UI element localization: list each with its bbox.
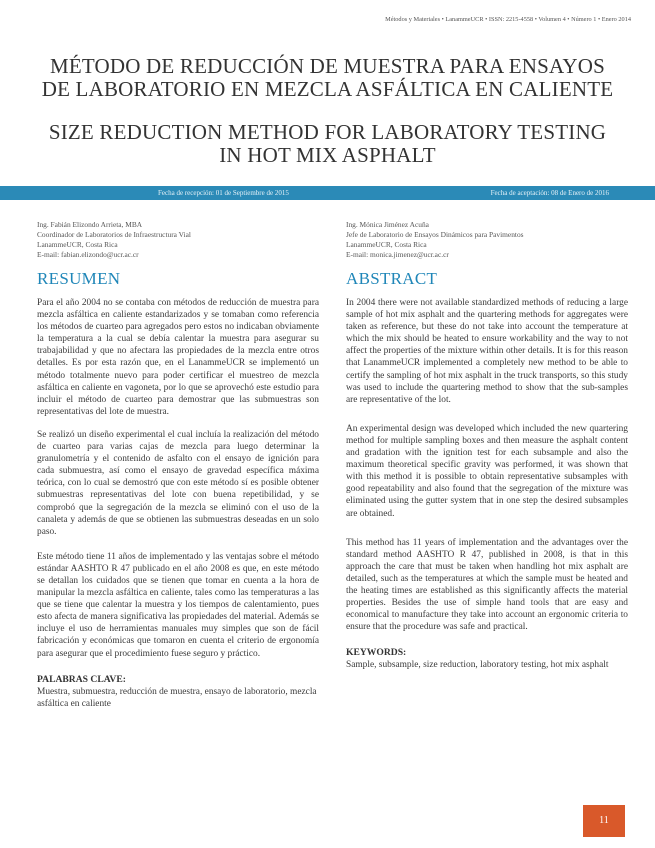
author-email: E-mail: fabian.elizondo@ucr.ac.cr [37, 250, 139, 259]
abstract-heading: ABSTRACT [346, 269, 438, 288]
resumen-paragraph: Para el año 2004 no se contaba con métodos de reducción de muestra para mezcla asfáltica en caliente estandarizados y se tomaban como referencia los métodos de cuarteo para agregados pero estos no indicaban obviamente la temperatura a la cual se debía calentar la muestra para asegurar su trabajabilidad y que no afectara las propiedades de la mezcla entre otros detalles. Es por esta razón que, en el LanammeUCR se implementó un método totalmente nuevo para poder certificar el muestreo de mezcla asfáltica en caliente en vagoneta, por lo que se aprovechó este estudio para incluir el método de cuarteo para demostrar que las submuestras son representativas del lote de muestra. [37, 298, 319, 417]
resumen-paragraph: Este método tiene 11 años de implementado y las ventajas sobre el método estándar AASHTO R 47 publicado en el año 2008 es que, en este método se detallan los cuidados que se tienen que tomar en cuenta a la hora de manipular la mezcla asfáltica en caliente, tales como las temperaturas a las que se tiene que calentar la muestra y los tiempos de calentamiento, pues esto afecta de manera significativa las propiedades del material. Además se incluye el uso de herramientas manuales muy simples que son de fácil fabricación y económicas que tomaron en cuenta el criterio de ergonomía para asegurar que el procedimiento fuese seguro y práctico. [37, 551, 319, 659]
resumen-paragraph: Se realizó un diseño experimental el cual incluía la realización del método de cuarteo para varias cajas de mezcla para luego determinar la granulometría y el contenido de asfalto con el ensayo de ignición para cada submuestra, así como el ensayo de gravedad específica máxima teórica, con lo cual se demostró que con este método sí es posible obtener submuestras representativas del lote con buena repetibilidad, y se comprobó que la segregación de la mezcla se eliminó con el uso de la canaleta y además de que se obtienen las submuestras deseadas en un solo paso. [37, 429, 319, 537]
title-english: SIZE REDUCTION METHOD FOR LABORATORY TESTING IN HOT MIX ASPHALT [48, 120, 607, 167]
palabras-clave-heading: PALABRAS CLAVE: [37, 673, 126, 685]
keywords-heading: KEYWORDS: [346, 647, 407, 659]
author-affiliation: LanammeUCR, Costa Rica [37, 240, 118, 249]
author-block-right [346, 220, 628, 260]
received-date: Fecha de recepción: 01 de Septiembre de 2015 [158, 189, 289, 197]
accepted-date: Fecha de aceptación: 08 de Enero de 2016 [490, 189, 609, 197]
page-number: 11 [583, 805, 625, 837]
right-column [346, 220, 628, 671]
resumen-heading: RESUMEN [37, 269, 121, 288]
keywords-text: Sample, subsample, size reduction, laboratory testing, hot mix asphalt [346, 660, 609, 671]
author-role: Jefe de Laboratorio de Ensayos Dinámicos para Pavimentos [346, 230, 524, 239]
author-name: Ing. Mónica Jiménez Acuña [346, 220, 429, 229]
palabras-clave-text: Muestra, submuestra, reducción de muestra, ensayo de laboratorio, mezcla asfáltica en caliente [37, 686, 317, 709]
journal-header: Métodos y Materiales • LanammeUCR • ISSN: 2215-4558 • Volumen 4 • Número 1 • Enero 2014 [385, 16, 631, 23]
author-email: E-mail: monica.jimenez@ucr.ac.cr [346, 250, 449, 259]
author-block-left [37, 220, 319, 260]
left-column [37, 220, 319, 710]
abstract-paragraph: This method has 11 years of implementation and the advantages over the standard method AASHTO R 47, published in 2008, is that in this approach the care that must be taken when handling hot mix asphalt are detailed, such as the temperatures at which the sample must be heated and the heating times are established as this significantly affects the material properties. Besides the use of simple hand tools that are easy and economical to manufacture they take into account an ergonomic criteria to ensure that the procedure was safe and practical. [346, 537, 628, 633]
abstract-paragraph: In 2004 there were not available standardized methods of reducing a large sample of hot mix asphalt and the quartering methods for aggregates were taken as reference, but these do not take into account the temperature at which the mix should be heated to ensure workability and the way to not affect the properties of the mixture within other details. It is for this reason that LanammeUCR implemented a completely new method to be able to certify the sampling of hot mix asphalt in the truck transports, so this study was used to include the quartering method to show that the sub-samples are representative of the lot. [346, 298, 628, 405]
abstract-paragraph: An experimental design was developed which included the new quartering method for multiple sampling boxes and then measure the asphalt content and gradation with the ignition test for each subsample and also the maximum theoretical specific gravity was performed, it was shown that with this method it is possible to obtain representative subsamples with good repeatability and also found that the segregation of the mixture was eliminated using the gutter system that in one step the desired subsamples are obtained. [346, 423, 628, 519]
author-role: Coordinador de Laboratorios de Infraestructura Vial [37, 230, 191, 239]
author-name: Ing. Fabián Elizondo Arrieta, MBA [37, 220, 143, 229]
date-band [0, 186, 655, 200]
author-affiliation: LanammeUCR, Costa Rica [346, 240, 427, 249]
title-spanish: MÉTODO DE REDUCCIÓN DE MUESTRA PARA ENSAYOS DE LABORATORIO EN MEZCLA ASFÁLTICA EN CALIENTE [41, 54, 614, 101]
